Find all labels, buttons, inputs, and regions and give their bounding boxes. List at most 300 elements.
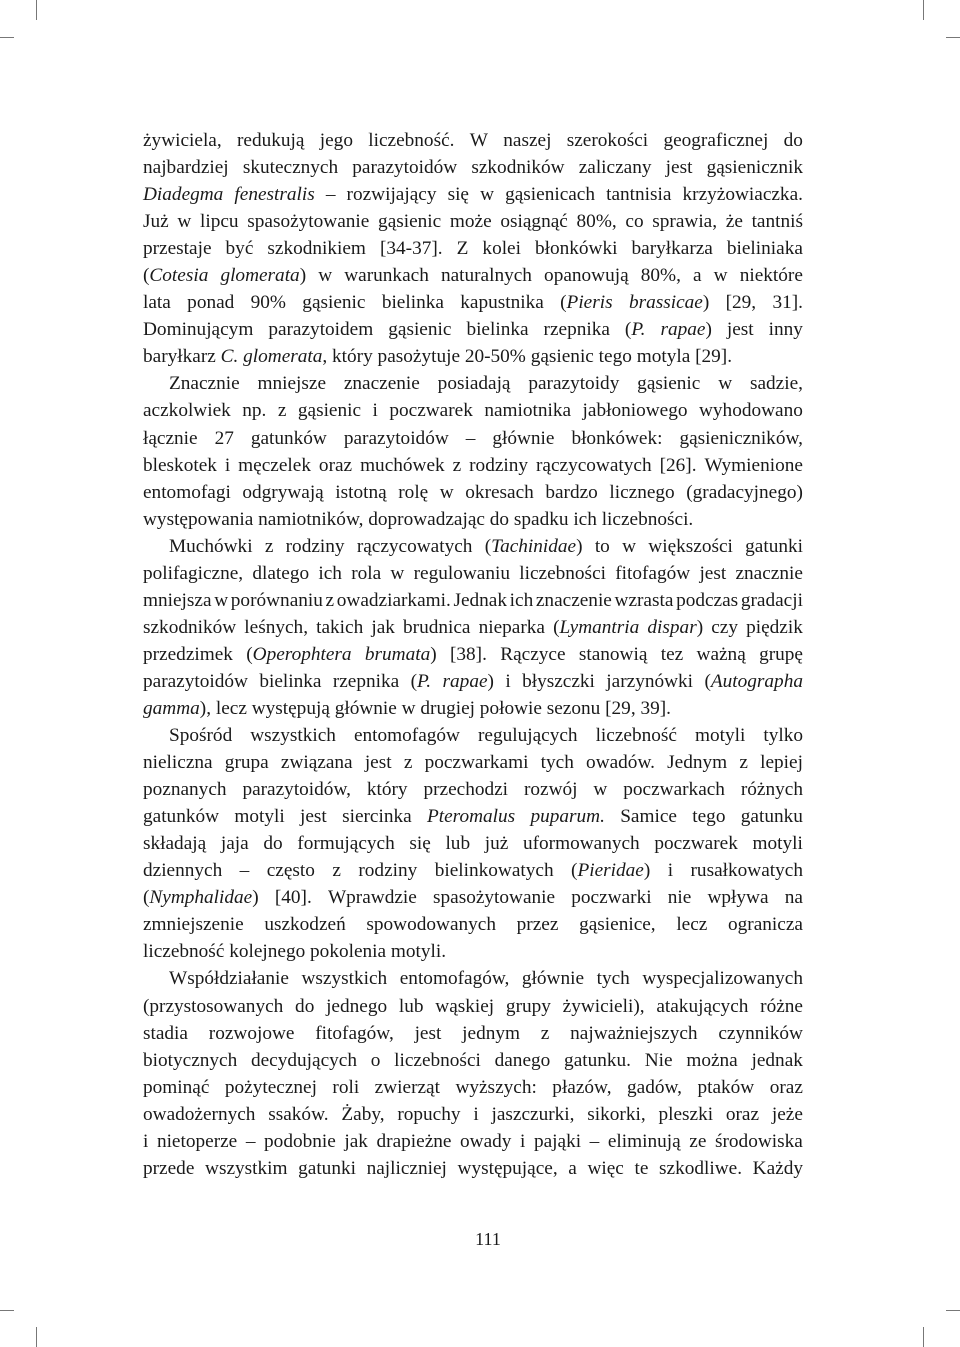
word: jednym: [462, 1022, 520, 1044]
word: wyspecjalizowanych: [642, 968, 803, 990]
word: już: [484, 833, 509, 855]
word: takich: [316, 616, 364, 638]
word: rodziny: [285, 535, 345, 557]
text-line: [143, 965, 803, 992]
word: bielinka: [381, 292, 444, 314]
word: Wymienione: [704, 454, 803, 476]
word: szkodników: [471, 157, 565, 179]
word: rzepnika: [543, 319, 610, 341]
word: który: [366, 779, 408, 801]
word: opanowują: [544, 265, 629, 287]
word: bleskotek: [143, 454, 217, 476]
text-line: [143, 749, 803, 776]
word: jaszczurki,: [491, 1103, 575, 1125]
text-line: [143, 1101, 803, 1128]
word: Muchówki: [169, 535, 253, 557]
word: czy: [711, 616, 738, 638]
word: poczwarkami: [424, 752, 529, 774]
word: znaczenie: [343, 373, 420, 395]
word: glomerata): [220, 265, 307, 287]
word: ogranicza: [728, 914, 803, 936]
word: spasożytowanie: [433, 887, 556, 909]
text-line: [143, 343, 803, 370]
word: jednego: [326, 995, 388, 1017]
text-line: [143, 1128, 803, 1155]
word: związana: [280, 752, 353, 774]
word: (Pieridae): [571, 860, 651, 882]
word: do: [263, 833, 283, 855]
word: owady: [460, 1130, 512, 1152]
word: jest: [300, 806, 327, 828]
word: 31].: [772, 292, 803, 314]
word: w: [177, 211, 192, 233]
word: [26].: [659, 454, 697, 476]
word: liczebność: [595, 725, 677, 747]
word: w: [214, 589, 229, 611]
word: z: [264, 535, 274, 557]
word: Dominującym: [143, 319, 254, 341]
word: gąsienic: [302, 292, 366, 314]
text-line: [143, 1155, 803, 1182]
italic-text: gamma: [143, 697, 200, 719]
word: Jednym: [667, 752, 728, 774]
word: [40].: [274, 887, 312, 909]
word: i: [224, 454, 231, 476]
text-line: [143, 154, 803, 181]
word: głównie: [492, 427, 555, 449]
word: to: [594, 535, 610, 557]
word: mniejsza: [143, 589, 212, 611]
word: Diadegma: [143, 184, 224, 206]
word: znaczenie: [535, 589, 612, 611]
text-run: baryłkarz: [143, 346, 221, 368]
word: Spośród: [169, 725, 233, 747]
word: pożytecznej: [224, 1076, 317, 1098]
word: płazów,: [552, 1076, 612, 1098]
word: (P.: [624, 319, 646, 341]
word: (Nymphalidae): [143, 887, 259, 909]
text-line: [143, 1074, 803, 1101]
word: regulowaniu: [413, 562, 510, 584]
word: 90%: [250, 292, 286, 314]
word: (Tachinidae): [484, 535, 583, 557]
word: sikorki,: [587, 1103, 646, 1125]
word: tych: [596, 968, 630, 990]
word: owadożernych: [143, 1103, 256, 1125]
word: z: [739, 752, 748, 774]
word: gąsienic: [297, 400, 362, 422]
word: jest: [665, 157, 693, 179]
word: kolei: [482, 238, 521, 260]
word: poczwarek: [389, 400, 473, 422]
word: różne: [760, 995, 803, 1017]
word: brassicae): [628, 292, 710, 314]
word: sadzie,: [749, 373, 803, 395]
word: w: [439, 481, 454, 503]
word: muchówek: [360, 454, 445, 476]
word: fenestralis: [234, 184, 315, 206]
word: wszystkich: [250, 725, 336, 747]
text-line: [143, 208, 803, 235]
word: rozwojowe: [208, 1022, 295, 1044]
word: bielinka: [259, 670, 322, 692]
word: z: [540, 1022, 550, 1044]
word: jest: [414, 1022, 442, 1044]
word: pominąć: [143, 1076, 210, 1098]
word: występujące,: [457, 1157, 558, 1179]
word: bielinka: [466, 319, 529, 341]
word: jarzynówki: [606, 670, 694, 692]
word: rozwój: [523, 779, 578, 801]
word: –: [325, 184, 336, 206]
word: podobnie: [264, 1130, 336, 1152]
word: piędzik: [746, 616, 803, 638]
word: danego: [494, 1049, 551, 1071]
word: rozwijający: [346, 184, 437, 206]
word: motyli: [234, 806, 285, 828]
text-run: , który pasożytuje 20-50% gąsienic tego motyla [29].: [322, 346, 733, 368]
word: Jednak: [453, 589, 507, 611]
word: w: [318, 265, 333, 287]
text-line: [143, 803, 803, 830]
word: z: [452, 454, 462, 476]
word: wzrasta: [614, 589, 674, 611]
word: redukują: [237, 130, 305, 151]
word: oraz: [769, 1076, 803, 1098]
word: grupy: [505, 995, 551, 1017]
word: jednak: [751, 1049, 803, 1071]
text-line: [143, 235, 803, 262]
word: inny: [768, 319, 803, 341]
word: ssaków.: [268, 1103, 329, 1125]
word: rodziny: [469, 454, 529, 476]
word: decydujących: [250, 1049, 357, 1071]
text-line: [143, 857, 803, 884]
word: i: [143, 1130, 149, 1152]
word: Samice: [620, 806, 677, 828]
word: entomofagów: [353, 725, 460, 747]
word: nietoperze: [156, 1130, 238, 1152]
word: jest: [364, 752, 392, 774]
word: –: [239, 860, 250, 882]
word: (Operophtera: [246, 643, 352, 665]
word: tylko: [763, 725, 803, 747]
word: rusałkowatych: [690, 860, 803, 882]
word: Nie: [644, 1049, 673, 1071]
word: leśnych,: [244, 616, 309, 638]
word: przedzimek: [143, 643, 233, 665]
word: tantnisia: [606, 184, 672, 206]
word: przede: [143, 1157, 195, 1179]
text-line: [143, 316, 803, 343]
word: gatunku: [740, 806, 803, 828]
word: [29,: [725, 292, 757, 314]
word: spasożytowanie: [247, 211, 370, 233]
word: podczas: [676, 589, 739, 611]
word: W: [469, 130, 488, 151]
word: żywicieli),: [562, 995, 645, 1017]
text-line: [143, 289, 803, 316]
word: zwierząt: [374, 1076, 440, 1098]
word: parazytoidy: [528, 373, 620, 395]
word: z: [403, 752, 413, 774]
word: przechodzi: [423, 779, 509, 801]
word: jak: [371, 616, 395, 638]
word: przestaje: [143, 238, 212, 260]
word: lecz: [676, 914, 708, 936]
word: w: [593, 779, 608, 801]
text-line: [143, 587, 803, 614]
word: eliminują: [607, 1130, 681, 1152]
word: a: [693, 265, 702, 287]
word: rolę: [398, 481, 429, 503]
word: gąsienic: [388, 319, 452, 341]
word: rączycowatych: [536, 454, 652, 476]
word: tego: [692, 806, 726, 828]
word: gatunków: [143, 806, 220, 828]
word: do: [783, 130, 803, 151]
word: szerokości: [566, 130, 649, 151]
text-line: [143, 127, 803, 154]
word: jaja: [220, 833, 249, 855]
word: być: [225, 238, 254, 260]
word: liczebności: [394, 1049, 481, 1071]
word: Wprawdzie: [327, 887, 417, 909]
word: Żaby,: [341, 1103, 385, 1125]
word: lepiej: [760, 752, 803, 774]
text-line: [143, 397, 803, 424]
word: liczebności: [519, 562, 606, 584]
word: poczwarek: [654, 833, 738, 855]
word: 27: [214, 427, 234, 449]
word: porównaniu: [230, 589, 323, 611]
word: parazytoidem: [268, 319, 374, 341]
word: roli: [332, 1076, 360, 1098]
word: męczelek: [238, 454, 311, 476]
word: parazytoidów,: [242, 779, 351, 801]
word: z: [325, 589, 335, 611]
word: skutecznych: [242, 157, 339, 179]
word: krzyżowiaczka.: [682, 184, 803, 206]
word: bardzo: [545, 481, 598, 503]
text-line: [143, 722, 803, 749]
word: ich: [318, 562, 342, 584]
word: dlatego: [252, 562, 310, 584]
word: gąsienicznik: [706, 157, 803, 179]
word: gąsienice,: [579, 914, 656, 936]
word: i: [505, 670, 511, 692]
word: różnych: [740, 779, 803, 801]
word: Rączyce: [500, 643, 566, 665]
word: błonkówki: [535, 238, 618, 260]
word: fitofagów: [615, 562, 691, 584]
word: siercinka: [342, 806, 412, 828]
word: rapae): [660, 319, 712, 341]
word: się: [409, 833, 431, 855]
word: Z: [456, 238, 469, 260]
word: rola: [351, 562, 382, 584]
text-line: [143, 560, 803, 587]
word: motyli: [694, 725, 746, 747]
word: można: [686, 1049, 738, 1071]
word: liczebność.: [368, 130, 455, 151]
word: entomofagów,: [399, 968, 510, 990]
word: grupa: [224, 752, 269, 774]
word: poczwarki: [571, 887, 652, 909]
word: (P.: [410, 670, 432, 692]
text-line: [143, 181, 803, 208]
word: niektóre: [739, 265, 803, 287]
word: motyli: [752, 833, 803, 855]
text-line: [143, 830, 803, 857]
word: jabłoniowego: [582, 400, 688, 422]
word: owadziarkami.: [336, 589, 451, 611]
word: w: [390, 562, 405, 584]
word: grupę: [759, 643, 803, 665]
word: pleszki: [658, 1103, 714, 1125]
text-run: występowania namiotników, doprowadzając do spadku ich liczebności.: [143, 508, 694, 530]
word: w: [622, 535, 637, 557]
word: formujących: [297, 833, 395, 855]
word: wąskiej: [435, 995, 495, 1017]
text-line: [143, 452, 803, 479]
text-line: [143, 1020, 803, 1047]
word: się: [447, 184, 469, 206]
text-line: [143, 262, 803, 289]
word: do: [295, 995, 315, 1017]
word: 80%,: [640, 265, 681, 287]
word: gąsienicach: [505, 184, 596, 206]
word: bielinkowatych: [434, 860, 554, 882]
word: aczkolwiek: [143, 400, 231, 422]
word: błyszczki: [522, 670, 595, 692]
word: gąsienic: [378, 211, 442, 233]
text-line: [143, 641, 803, 668]
word: większości: [648, 535, 733, 557]
word: rzepnika: [332, 670, 400, 692]
text-line: [143, 614, 803, 641]
word: gąsieniczników,: [679, 427, 803, 449]
word: (przystosowanych: [143, 995, 284, 1017]
word: w: [480, 184, 494, 206]
word: ich: [509, 589, 534, 611]
word: często: [266, 860, 315, 882]
word: rapae): [442, 670, 494, 692]
word: tych: [540, 752, 574, 774]
word: lub: [398, 995, 424, 1017]
word: oraz: [318, 454, 353, 476]
word: najważniejszych: [570, 1022, 698, 1044]
text-line: [143, 479, 803, 506]
text-line: [143, 776, 803, 803]
word: –: [245, 1130, 256, 1152]
word: brumata): [364, 643, 437, 665]
word: stanowią: [578, 643, 648, 665]
word: wpływa: [707, 887, 769, 909]
word: biotycznych: [143, 1049, 238, 1071]
text-line: [143, 425, 803, 452]
word: uszkodzeń: [264, 914, 346, 936]
word: (Cotesia: [143, 265, 209, 287]
word: osiągnąć: [500, 211, 568, 233]
word: posiadają: [437, 373, 511, 395]
word: parazytoidów: [143, 670, 248, 692]
word: szkodliwe.: [659, 1157, 743, 1179]
word: znacznie: [735, 562, 803, 584]
word: co: [625, 211, 644, 233]
word: atakujących: [656, 995, 749, 1017]
word: spowodowanych: [366, 914, 496, 936]
word: i: [372, 400, 378, 422]
text-line: [143, 911, 803, 938]
word: naturalnych: [440, 265, 532, 287]
word: wszystkich: [301, 968, 388, 990]
word: gatunków: [250, 427, 327, 449]
word: jak: [344, 1130, 368, 1152]
word: brudnica: [403, 616, 471, 638]
word: bieliniaka: [726, 238, 803, 260]
word: może: [449, 211, 492, 233]
word: polifagiczne,: [143, 562, 244, 584]
word: tantniś: [751, 211, 803, 233]
word: uformowanych: [522, 833, 640, 855]
word: poczwarkach: [623, 779, 725, 801]
word: gadów,: [627, 1076, 682, 1098]
text-line: [143, 506, 803, 533]
word: Współdziałanie: [169, 968, 289, 990]
word: gradacji: [740, 589, 803, 611]
word: jest: [726, 319, 754, 341]
word: geograficznej: [663, 130, 769, 151]
word: z: [277, 400, 287, 422]
word: licznego: [609, 481, 675, 503]
text-line: [143, 993, 803, 1020]
word: (gradacyjnego): [686, 481, 803, 503]
word: gatunki: [298, 1157, 356, 1179]
word: parazytoidów: [343, 427, 449, 449]
word: (Lymantria: [553, 616, 640, 638]
word: w: [713, 265, 728, 287]
word: wyhodowano: [698, 400, 803, 422]
word: lata: [143, 292, 171, 314]
word: głównie: [521, 968, 585, 990]
word: a: [568, 1157, 577, 1179]
word: [38].: [449, 643, 487, 665]
word: Już: [143, 211, 169, 233]
word: pająki: [533, 1130, 582, 1152]
text-run: ), lecz występują głównie w drugiej połowie sezonu [29, 39].: [199, 697, 671, 719]
word: fitofagów,: [315, 1022, 394, 1044]
word: więc: [587, 1157, 624, 1179]
word: regulujących: [477, 725, 578, 747]
word: ponad: [187, 292, 235, 314]
word: owadów.: [586, 752, 655, 774]
word: zmniejszenie: [143, 914, 244, 936]
word: np.: [242, 400, 267, 422]
text-line: [143, 370, 803, 397]
word: żywiciela,: [143, 130, 222, 151]
word: drapieżne: [376, 1130, 452, 1152]
word: wszystkim: [205, 1157, 288, 1179]
word: czynników: [718, 1022, 803, 1044]
word: tez: [660, 643, 684, 665]
text-line: [143, 884, 803, 911]
word: oraz: [725, 1103, 760, 1125]
word: te: [634, 1157, 649, 1179]
word: i: [473, 1103, 479, 1125]
word: nie: [667, 887, 692, 909]
word: baryłkarza: [631, 238, 713, 260]
